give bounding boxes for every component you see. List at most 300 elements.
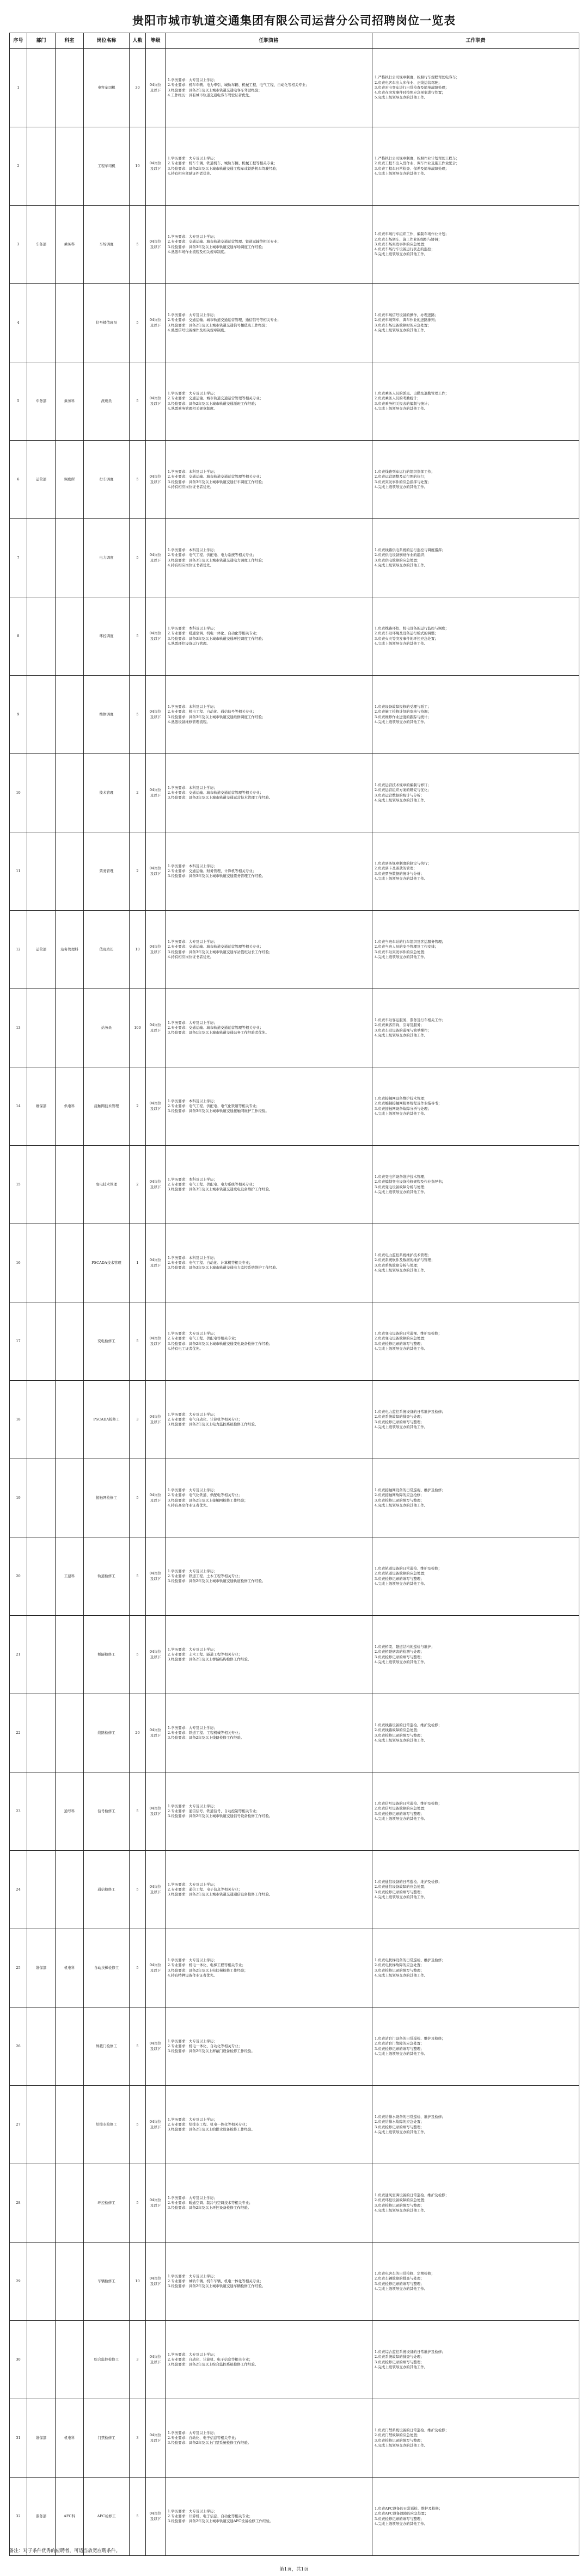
cell-section	[56, 2007, 84, 2086]
cell-index: 30	[10, 2321, 27, 2399]
cell-index: 3	[10, 206, 27, 284]
cell-department	[27, 2086, 56, 2164]
cell-headcount: 2	[130, 832, 146, 911]
cell-section: 工建科	[56, 1537, 84, 1616]
header-position: 岗位名称	[84, 33, 130, 49]
cell-index: 1	[10, 49, 27, 127]
cell-position: 维修调度	[84, 676, 130, 754]
cell-headcount: 2	[130, 1146, 146, 1224]
cell-section: AFC科	[56, 2478, 84, 2556]
cell-grade: 04岗位及以下	[146, 206, 166, 284]
cell-section	[56, 1694, 84, 1772]
cell-qualifications: 1.学历要求：本科及以上学历； 2.专业要求：交通运输、城市轨道交通运营管理等相关专业； 3.经验要求：具备3年及以上城市轨道交通运营技术管理工作经验。	[166, 754, 372, 832]
header-index: 序号	[10, 33, 27, 49]
cell-index: 32	[10, 2478, 27, 2556]
cell-grade: 04岗位及以下	[146, 441, 166, 519]
table-row	[10, 1146, 579, 1224]
table-row	[10, 2399, 579, 2478]
cell-position: PSCADA技术管理	[84, 1224, 130, 1302]
cell-position: 票务管理	[84, 832, 130, 911]
cell-section	[56, 1224, 84, 1302]
cell-index: 13	[10, 989, 27, 1067]
table-row	[10, 754, 579, 832]
cell-index: 16	[10, 1224, 27, 1302]
cell-section	[56, 2164, 84, 2243]
cell-qualifications: 1.学历要求：本科及以上学历； 2.专业要求：电气工程、供配电、电力系统等相关专业； 3.经验要求：具备3年及以上城市轨道交通变电设备维护工作经验。	[166, 1146, 372, 1224]
cell-department	[27, 1772, 56, 1851]
cell-section: 机电科	[56, 2399, 84, 2478]
cell-grade: 04岗位及以下	[146, 2164, 166, 2243]
cell-department	[27, 1851, 56, 1929]
cell-grade: 04岗位及以下	[146, 2243, 166, 2321]
table-header-row	[10, 33, 579, 49]
cell-department	[27, 1224, 56, 1302]
cell-duties: 1.负责门禁系统设备的日常巡检、维护及检修； 2.负责门禁故障的应急处置； 3.负责检修记录的填写与整理； 4.完成上级领导交办的其他工作。	[372, 2399, 579, 2478]
cell-section: 调度所	[56, 441, 84, 519]
cell-section	[56, 1302, 84, 1381]
cell-qualifications: 1.学历要求：大专及以上学历； 2.专业要求：电气自动化、计算机等相关专业； 3.经验要求：具备2年及以上电力监控系统检修工作经验。	[166, 1381, 372, 1459]
cell-position: AFC检修工	[84, 2478, 130, 2556]
cell-qualifications: 1.学历要求：本科及以上学历； 2.专业要求：暖通空调、机电一体化、自动化等相关专业； 3.经验要求：具备3年及以上城市轨道交通环控调度工作经验； 4.熟悉环控设备运行管理。	[166, 597, 372, 676]
cell-department	[27, 676, 56, 754]
header-grade: 等级	[146, 33, 166, 49]
cell-qualifications: 1.学历要求：大专及以上学历； 2.专业要求：铁道工程、土木工程等相关专业； 3.经验要求：具备2年及以上城市轨道交通轨道检修工作经验。	[166, 1537, 372, 1616]
cell-qualifications: 1.学历要求：本科及以上学历； 2.专业要求：电气工程、供配电、电力系统等相关专业； 3.经验要求：具备3年及以上城市轨道交通电力调度工作经验； 4.持有相应岗位证书者优先。	[166, 519, 372, 597]
cell-duties: 1.负责变电所设备维护技术管理； 2.负责编制变电设备检修规程及作业指导书； 3.负责变电设备故障分析与处理； 4.完成上级领导交办的其他工作。	[372, 1146, 579, 1224]
table-row	[10, 1929, 579, 2007]
cell-grade: 04岗位及以下	[146, 362, 166, 441]
cell-position: 电客车司机	[84, 49, 130, 127]
cell-index: 31	[10, 2399, 27, 2478]
cell-duties: 1.负责电力监控系统设备的日常维护及检修； 2.负责系统故障的排查与处理； 3.负责检修记录的填写与整理； 4.完成上级领导交办的其他工作。	[372, 1381, 579, 1459]
cell-qualifications: 1.学历要求：大专及以上学历； 2.专业要求：通信工程、电子信息等相关专业； 3.经验要求：具备2年及以上城市轨道交通通信设备检修工作经验。	[166, 1851, 372, 1929]
cell-index: 26	[10, 2007, 27, 2086]
cell-headcount: 3	[130, 2399, 146, 2478]
cell-section	[56, 1381, 84, 1459]
cell-index: 17	[10, 1302, 27, 1381]
cell-duties: 1.负责电客车的日常检修、定期检修； 2.负责车辆故障的排查与处理； 3.负责检修记录的填写与整理； 4.完成上级领导交办的其他工作。	[372, 2243, 579, 2321]
cell-position: 门禁检修工	[84, 2399, 130, 2478]
cell-section: 乘务科	[56, 362, 84, 441]
cell-grade: 04岗位及以下	[146, 1381, 166, 1459]
cell-duties: 1.负责线路列车运行的组织指挥工作； 2.负责运营调整及运行图的执行； 3.负责突发事件的应急指挥与处置； 4.完成上级领导交办的其他工作。	[372, 441, 579, 519]
cell-department	[27, 754, 56, 832]
cell-position: 技术管理	[84, 754, 130, 832]
cell-duties: 1.负责信号设备的日常巡检、维护及检修； 2.负责信号设备故障的应急处置； 3.负责检修记录的填写与整理； 4.完成上级领导交办的其他工作。	[372, 1772, 579, 1851]
table-row	[10, 1851, 579, 1929]
cell-duties: 1.负责桥梁、隧道结构的巡检与维护； 2.负责桥隧病害的检测与处理； 3.负责检修记录的填写与整理； 4.完成上级领导交办的其他工作。	[372, 1616, 579, 1694]
cell-index: 29	[10, 2243, 27, 2321]
cell-qualifications: 1.学历要求：大专及以上学历； 2.专业要求：交通运输、城市轨道交通运营管理等相关专业； 3.经验要求：具备1年及以上城市轨道交通站务工作经验者优先。	[166, 989, 372, 1067]
cell-duties: 1.负责票务规章制度的制定与执行； 2.负责票卡及票款的管理； 3.负责票务数据的统计与分析； 4.完成上级领导交办的其他工作。	[372, 832, 579, 911]
cell-grade: 04岗位及以下	[146, 597, 166, 676]
cell-department	[27, 597, 56, 676]
cell-position: 车场调度	[84, 206, 130, 284]
cell-position: 环控检修工	[84, 2164, 130, 2243]
cell-position: 电力调度	[84, 519, 130, 597]
cell-grade: 04岗位及以下	[146, 1302, 166, 1381]
cell-section: 机电科	[56, 1929, 84, 2007]
cell-grade: 04岗位及以下	[146, 49, 166, 127]
cell-grade: 04岗位及以下	[146, 1459, 166, 1537]
table-row	[10, 911, 579, 989]
cell-headcount: 5	[130, 519, 146, 597]
cell-headcount: 5	[130, 2007, 146, 2086]
cell-qualifications: 1.学历要求：大专及以上学历； 2.专业要求：自动化、计算机、电子信息等相关专业； 3.经验要求：具备2年及以上综合监控系统检修工作经验。	[166, 2321, 372, 2399]
table-body	[10, 49, 579, 2556]
table-row	[10, 206, 579, 284]
cell-qualifications: 1.学历要求：大专及以上学历； 2.专业要求：通信信号、铁道信号、自动控制等相关专业； 3.经验要求：具备2年及以上城市轨道交通信号设备检修工作经验。	[166, 1772, 372, 1851]
cell-grade: 04岗位及以下	[146, 519, 166, 597]
table-row	[10, 1772, 579, 1851]
cell-grade: 04岗位及以下	[146, 832, 166, 911]
cell-position: 接触网技术管理	[84, 1067, 130, 1146]
table-row	[10, 1459, 579, 1537]
cell-duties: 1.负责综合监控系统设备的日常维护及检修； 2.负责系统故障的排查与处理； 3.负责检修记录的填写与整理； 4.完成上级领导交办的其他工作。	[372, 2321, 579, 2399]
table-row	[10, 2007, 579, 2086]
cell-qualifications: 1.学历要求：大专及以上学历； 2.专业要求：自动化、电子信息等相关专业； 3.经验要求：具备2年及以上门禁系统检修工作经验。	[166, 2399, 372, 2478]
recruitment-table	[9, 33, 579, 2556]
table-row	[10, 1694, 579, 1772]
header-qualifications: 任职资格	[166, 33, 372, 49]
cell-qualifications: 1.学历要求：大专及以上学历； 2.专业要求：机电一体化、电梯工程等相关专业； 3.经验要求：具备2年及以上电扶梯检修工作经验； 4.持有特种设备作业证者优先。	[166, 1929, 372, 2007]
cell-headcount: 2	[130, 754, 146, 832]
cell-grade: 04岗位及以下	[146, 754, 166, 832]
cell-index: 6	[10, 441, 27, 519]
cell-grade: 04岗位及以下	[146, 2478, 166, 2556]
cell-index: 27	[10, 2086, 27, 2164]
cell-position: 接触网检修工	[84, 1459, 130, 1537]
cell-index: 15	[10, 1146, 27, 1224]
cell-headcount: 5	[130, 1772, 146, 1851]
cell-qualifications: 1.学历要求：大专及以上学历； 2.专业要求：交通运输、城市轨道交通运营管理等相关专业； 3.经验要求：具备3年及以上城市轨道交通车站值班站长工作经验； 4.持有相应岗位证书者优先。	[166, 911, 372, 989]
cell-duties: 1.负责车场行车组织工作，编制车场作业计划； 2.负责车场调车、施工作业的组织与协调； 3.负责车场突发事件的应急处置； 4.负责车场行车设备运行状态的监控； 5.完成上级领导交办的其他工作。	[372, 206, 579, 284]
cell-qualifications: 1.学历要求：本科及以上学历； 2.专业要求：电气工程、供配电、电气化铁道等相关专业； 3.经验要求：具备3年及以上城市轨道交通接触网维护工作经验。	[166, 1067, 372, 1146]
cell-duties: 1.负责轨道设备的日常巡检、维护及检修； 2.负责轨道设备故障的应急处置； 3.负责检修记录的填写与整理； 4.完成上级领导交办的其他工作。	[372, 1537, 579, 1616]
cell-grade: 04岗位及以下	[146, 2399, 166, 2478]
cell-qualifications: 1.学历要求：大专及以上学历； 2.专业要求：机电一体化、自动化等相关专业； 3.经验要求：具备2年及以上屏蔽门设备检修工作经验。	[166, 2007, 372, 2086]
cell-department	[27, 832, 56, 911]
cell-grade: 04岗位及以下	[146, 1772, 166, 1851]
cell-grade: 04岗位及以下	[146, 2321, 166, 2399]
table-row	[10, 597, 579, 676]
cell-department	[27, 989, 56, 1067]
cell-headcount: 10	[130, 2243, 146, 2321]
cell-grade: 04岗位及以下	[146, 1694, 166, 1772]
cell-grade: 04岗位及以下	[146, 676, 166, 754]
cell-qualifications: 1.学历要求：大专及以上学历； 2.专业要求：城轨车辆、机车车辆、机电一体化等相关专业； 3.经验要求：具备2年及以上城市轨道交通车辆检修工作经验。	[166, 2243, 372, 2321]
cell-grade: 04岗位及以下	[146, 1537, 166, 1616]
cell-headcount: 5	[130, 2164, 146, 2243]
table-row	[10, 1224, 579, 1302]
header-department: 部门	[27, 33, 56, 49]
cell-section: 供电科	[56, 1067, 84, 1146]
cell-section	[56, 1616, 84, 1694]
cell-section	[56, 597, 84, 676]
cell-department: 运营部	[27, 911, 56, 989]
cell-headcount: 5	[130, 1302, 146, 1381]
header-headcount: 人数	[130, 33, 146, 49]
cell-qualifications: 1.学历要求：本科及以上学历； 2.专业要求：电气工程、自动化、计算机等相关专业； 3.经验要求：具备3年及以上城市轨道交通电力监控系统维护工作经验。	[166, 1224, 372, 1302]
cell-grade: 04岗位及以下	[146, 989, 166, 1067]
table-row	[10, 676, 579, 754]
cell-duties: 1.严格执行公司规章制度，按照作业计划驾驶工程车； 2.负责工程车出入段作业、调车作业及施工作业配合； 3.负责工程车日常检查、保养及简单故障处理； 4.完成上级领导交办的其他工作。	[372, 127, 579, 206]
cell-section	[56, 676, 84, 754]
cell-department	[27, 519, 56, 597]
cell-index: 22	[10, 1694, 27, 1772]
cell-headcount: 5	[130, 1616, 146, 1694]
cell-position: 屏蔽门检修工	[84, 2007, 130, 2086]
cell-qualifications: 1.学历要求：大专及以上学历； 2.专业要求：交通运输、城市轨道交通运营管理、通信信号等相关专业； 3.经验要求：具备2年及以上城市轨道交通信号楼值班工作经验； 4.熟悉信号设备操作及相关规章制度。	[166, 284, 372, 362]
cell-position: 行车调度	[84, 441, 130, 519]
cell-grade: 04岗位及以下	[146, 1851, 166, 1929]
cell-department	[27, 284, 56, 362]
cell-department	[27, 1459, 56, 1537]
cell-grade: 04岗位及以下	[146, 1146, 166, 1224]
cell-grade: 04岗位及以下	[146, 1224, 166, 1302]
cell-department: 车务部	[27, 206, 56, 284]
table-row	[10, 2478, 579, 2556]
cell-headcount: 10	[130, 127, 146, 206]
footnote: 备注：对于条件优秀的应聘者，可适当放宽应聘条件。	[9, 2548, 121, 2554]
cell-qualifications: 1.学历要求：大专及以上学历； 2.专业要求：土木工程、隧道工程等相关专业； 3.经验要求：具备2年及以上桥隧结构检修工作经验。	[166, 1616, 372, 1694]
cell-position: 信号楼值班员	[84, 284, 130, 362]
cell-department	[27, 49, 56, 127]
cell-section: 乘务科	[56, 206, 84, 284]
cell-index: 8	[10, 597, 27, 676]
cell-duties: 1.负责当班车站的行车组织及客运服务管理； 2.负责当班人员的安全管理及工作安排； 3.负责车站突发事件的应急处置； 4.完成上级领导交办的其他工作。	[372, 911, 579, 989]
cell-position: 桥隧检修工	[84, 1616, 130, 1694]
cell-qualifications: 1.学历要求：大专及以上学历； 2.专业要求：电气化铁道、供配电等相关专业； 3.经验要求：具备2年及以上接触网检修工作经验； 4.持有高空作业证者优先。	[166, 1459, 372, 1537]
cell-duties: 1.负责站台门设备的日常巡检、维护及检修； 2.负责站台门故障的应急处置； 3.负责检修记录的填写与整理； 4.完成上级领导交办的其他工作。	[372, 2007, 579, 2086]
cell-department	[27, 1302, 56, 1381]
cell-department: 维保部	[27, 1067, 56, 1146]
cell-section	[56, 519, 84, 597]
cell-section	[56, 1146, 84, 1224]
cell-qualifications: 1.学历要求：大专及以上学历； 2.专业要求：铁道工程、工程机械等相关专业； 3.经验要求：具备2年及以上线路检修工作经验。	[166, 1694, 372, 1772]
cell-qualifications: 1.学历要求：大专及以上学历； 2.专业要求：电气工程、供配电等相关专业； 3.经验要求：具备2年及以上城市轨道交通变电设备检修工作经验； 4.持有电工证者优先。	[166, 1302, 372, 1381]
table-row	[10, 362, 579, 441]
cell-qualifications: 1.学历要求：大专及以上学历； 2.专业要求：给排水工程、机电一体化等相关专业； 3.经验要求：具备2年及以上给排水设备检修工作经验。	[166, 2086, 372, 2164]
table-row	[10, 284, 579, 362]
cell-headcount: 5	[130, 1851, 146, 1929]
cell-index: 11	[10, 832, 27, 911]
cell-department	[27, 1537, 56, 1616]
cell-qualifications: 1.学历要求：本科及以上学历； 2.专业要求：交通运输、城市轨道交通运营管理等相关专业； 3.经验要求：具备3年及以上城市轨道交通行车调度工作经验； 4.持有相应岗位证书者优先。	[166, 441, 372, 519]
cell-position: 车辆检修工	[84, 2243, 130, 2321]
cell-headcount: 5	[130, 206, 146, 284]
cell-headcount: 5	[130, 1459, 146, 1537]
cell-qualifications: 1.学历要求：本科及以上学历； 2.专业要求：机电工程、自动化、通信信号等相关专业； 3.经验要求：具备3年及以上城市轨道交通维修调度工作经验； 4.熟悉设备维修管理流程。	[166, 676, 372, 754]
cell-department: 车务部	[27, 362, 56, 441]
cell-position: 站务员	[84, 989, 130, 1067]
header-duties: 工作职责	[372, 33, 579, 49]
cell-position: 综合监控检修工	[84, 2321, 130, 2399]
cell-index: 20	[10, 1537, 27, 1616]
cell-position: 环控调度	[84, 597, 130, 676]
cell-qualifications: 1.学历要求：大专及以上学历； 2.专业要求：交通运输、城市轨道交通运营管理等相关专业； 3.经验要求：具备2年及以上城市轨道交通派班工作经验； 4.熟悉乘务管理相关规章制度。	[166, 362, 372, 441]
header-section: 科室	[56, 33, 84, 49]
cell-department	[27, 2243, 56, 2321]
cell-section	[56, 49, 84, 127]
cell-section: 通号科	[56, 1772, 84, 1851]
cell-index: 23	[10, 1772, 27, 1851]
cell-headcount: 100	[130, 989, 146, 1067]
cell-duties: 1.负责变电设备的日常巡视、维护及检修； 2.负责变电设备故障的应急处置； 3.负责检修记录的填写与整理； 4.完成上级领导交办的其他工作。	[372, 1302, 579, 1381]
cell-qualifications: 1.学历要求：本科及以上学历； 2.专业要求：交通运输、财务管理、计算机等相关专业； 3.经验要求：具备3年及以上城市轨道交通票务管理工作经验。	[166, 832, 372, 911]
cell-index: 28	[10, 2164, 27, 2243]
cell-grade: 04岗位及以下	[146, 1929, 166, 2007]
table-row	[10, 127, 579, 206]
cell-duties: 1.负责电扶梯设备的日常巡检、维护及检修； 2.负责电扶梯故障的应急处置； 3.负责检修记录的填写与整理； 4.完成上级领导交办的其他工作。	[372, 1929, 579, 2007]
cell-duties: 1.负责接触网设备的日常巡视、维护及检修； 2.负责接触网故障的应急抢修； 3.负责检修记录的填写与整理； 4.完成上级领导交办的其他工作。	[372, 1459, 579, 1537]
table-row	[10, 1302, 579, 1381]
cell-duties: 1.负责运营技术规章的编制与修订； 2.负责运营组织方案的研究与优化； 3.负责运营数据的统计与分析； 4.完成上级领导交办的其他工作。	[372, 754, 579, 832]
cell-position: 线路检修工	[84, 1694, 130, 1772]
cell-section	[56, 2321, 84, 2399]
cell-headcount: 3	[130, 2321, 146, 2399]
cell-position: 信号检修工	[84, 1772, 130, 1851]
cell-duties: 1.负责AFC设备的日常巡检、维护及检修； 2.负责AFC设备故障的应急处置； 3.负责检修记录的填写与整理； 4.完成上级领导交办的其他工作。	[372, 2478, 579, 2556]
table-row	[10, 2086, 579, 2164]
cell-department	[27, 127, 56, 206]
cell-section	[56, 127, 84, 206]
cell-department	[27, 2007, 56, 2086]
cell-section	[56, 832, 84, 911]
table-row	[10, 1381, 579, 1459]
cell-headcount: 2	[130, 1067, 146, 1146]
cell-position: 变电检修工	[84, 1302, 130, 1381]
table-row	[10, 1537, 579, 1616]
table-row	[10, 1067, 579, 1146]
page-number: 第1页，共1页	[279, 2567, 309, 2572]
cell-department: 维保部	[27, 2399, 56, 2478]
cell-department: 维保部	[27, 1929, 56, 2007]
cell-duties: 1.负责车站客运服务、票务及行车相关工作； 2.负责乘客咨询、引导及服务； 3.负责车站设备的巡视与简单操作； 4.完成上级领导交办的其他工作。	[372, 989, 579, 1067]
cell-headcount: 20	[130, 1694, 146, 1772]
cell-headcount: 5	[130, 1929, 146, 2007]
cell-headcount: 5	[130, 597, 146, 676]
table-row	[10, 49, 579, 127]
cell-index: 2	[10, 127, 27, 206]
cell-section	[56, 1459, 84, 1537]
cell-index: 4	[10, 284, 27, 362]
table-row	[10, 441, 579, 519]
cell-qualifications: 1.学历要求：大专及以上学历； 2.专业要求：交通运输、城市轨道交通运营管理、铁道运输等相关专业； 3.经验要求：具备3年及以上城市轨道交通车场调度工作经验； 4.熟悉车场作业流程及相关规章制度。	[166, 206, 372, 284]
cell-department: 运营部	[27, 441, 56, 519]
cell-duties: 1.负责设备故障报修的受理与派工； 2.负责施工检修计划的审核与协调； 3.负责维修作业进度的跟踪与统计； 4.完成上级领导交办的其他工作。	[372, 676, 579, 754]
page-title: 贵阳市城市轨道交通集团有限公司运营分公司招聘岗位一览表	[132, 14, 456, 27]
cell-section	[56, 284, 84, 362]
cell-position: 轨道检修工	[84, 1537, 130, 1616]
cell-position: 派班员	[84, 362, 130, 441]
cell-index: 7	[10, 519, 27, 597]
cell-position: 变电技术管理	[84, 1146, 130, 1224]
cell-section	[56, 754, 84, 832]
cell-grade: 04岗位及以下	[146, 127, 166, 206]
cell-grade: 04岗位及以下	[146, 2086, 166, 2164]
cell-index: 9	[10, 676, 27, 754]
cell-grade: 04岗位及以下	[146, 284, 166, 362]
cell-position: 自动扶梯检修工	[84, 1929, 130, 2007]
cell-department	[27, 1146, 56, 1224]
cell-section: 站务管理科	[56, 911, 84, 989]
cell-headcount: 3	[130, 1381, 146, 1459]
table-row	[10, 989, 579, 1067]
cell-position: 工程车司机	[84, 127, 130, 206]
cell-index: 18	[10, 1381, 27, 1459]
cell-duties: 1.负责给排水设备的日常巡检、维护及检修； 2.负责给排水故障的应急处置； 3.负责检修记录的填写与整理； 4.完成上级领导交办的其他工作。	[372, 2086, 579, 2164]
cell-duties: 1.负责乘务人员的派班、出勤及退勤管理工作； 2.负责乘务人员的考勤统计； 3.负责乘务相关报表的编制与统计； 4.完成上级领导交办的其他工作。	[372, 362, 579, 441]
cell-index: 10	[10, 754, 27, 832]
cell-duties: 1.负责通信设备的日常巡检、维护及检修； 2.负责通信设备故障的应急处置； 3.负责检修记录的填写与整理； 4.完成上级领导交办的其他工作。	[372, 1851, 579, 1929]
cell-department	[27, 1694, 56, 1772]
table-row	[10, 2243, 579, 2321]
cell-duties: 1.负责电力监控系统维护技术管理； 2.负责系统软件及数据的维护与管理； 3.负责系统故障分析与处理； 4.完成上级领导交办的其他工作。	[372, 1224, 579, 1302]
cell-section	[56, 989, 84, 1067]
cell-department: 票务部	[27, 2478, 56, 2556]
cell-headcount: 5	[130, 1537, 146, 1616]
table-row	[10, 2164, 579, 2243]
cell-position: 通信检修工	[84, 1851, 130, 1929]
cell-index: 12	[10, 911, 27, 989]
cell-qualifications: 1.学历要求：大专及以上学历； 2.专业要求：机车车辆、铁道机车、城轨车辆、机械工程等相关专业； 3.经验要求：具备2年及以上城市轨道交通工程车或铁路机车驾驶经验； 4.持有相应驾驶证件者优先。	[166, 127, 372, 206]
cell-duties: 1.负责线路环控、机电设备的运行监控与调度； 2.负责车站环境及设备运行模式的调整； 3.负责火灾等突发事件的环控应急处置； 4.完成上级领导交办的其他工作。	[372, 597, 579, 676]
cell-headcount: 5	[130, 362, 146, 441]
cell-grade: 04岗位及以下	[146, 1067, 166, 1146]
cell-section	[56, 1851, 84, 1929]
cell-grade: 04岗位及以下	[146, 1616, 166, 1694]
table-row	[10, 832, 579, 911]
cell-index: 19	[10, 1459, 27, 1537]
cell-index: 5	[10, 362, 27, 441]
cell-qualifications: 1.学历要求：大专及以上学历； 2.专业要求：计算机、电子信息、自动化等相关专业； 3.经验要求：具备2年及以上城市轨道交通AFC设备检修工作经验。	[166, 2478, 372, 2556]
cell-department	[27, 2321, 56, 2399]
cell-headcount: 5	[130, 676, 146, 754]
cell-headcount: 10	[130, 911, 146, 989]
cell-section	[56, 2243, 84, 2321]
table-row	[10, 2321, 579, 2399]
cell-duties: 1.负责线路供电系统的运行监控与调度指挥； 2.负责供电设备倒闸作业的组织； 3.负责供电故障的应急处置； 4.完成上级领导交办的其他工作。	[372, 519, 579, 597]
cell-position: 给排水检修工	[84, 2086, 130, 2164]
cell-index: 24	[10, 1851, 27, 1929]
cell-index: 21	[10, 1616, 27, 1694]
cell-qualifications: 1.学历要求：大专及以上学历； 2.专业要求：机车车辆、电力牵引、城轨车辆、机械工程、电气工程、自动化等相关专业； 3.经验要求：具备2年及以上城市轨道交通电客车驾驶经验； 4.工作经历：具有城市轨道交通电客车驾驶证者优先。	[166, 49, 372, 127]
cell-headcount: 1	[130, 1224, 146, 1302]
cell-department	[27, 2164, 56, 2243]
cell-index: 14	[10, 1067, 27, 1146]
cell-grade: 04岗位及以下	[146, 2007, 166, 2086]
cell-index: 25	[10, 1929, 27, 2007]
table-row	[10, 1616, 579, 1694]
cell-grade: 04岗位及以下	[146, 911, 166, 989]
cell-department	[27, 1381, 56, 1459]
cell-headcount: 5	[130, 2086, 146, 2164]
cell-headcount: 5	[130, 441, 146, 519]
table-row	[10, 519, 579, 597]
cell-headcount: 5	[130, 2478, 146, 2556]
cell-qualifications: 1.学历要求：大专及以上学历； 2.专业要求：暖通空调、制冷与空调技术等相关专业； 3.经验要求：具备2年及以上环控设备检修工作经验。	[166, 2164, 372, 2243]
cell-duties: 1.严格执行公司规章制度，按照行车规程驾驶电客车； 2.负责电客车出入库作业、正线运营驾驶； 3.负责对电客车进行日常检查及简单故障处理； 4.负责在突发事件时按照应急预案进行处置； 5.完成上级领导交办的其他工作。	[372, 49, 579, 127]
cell-headcount: 30	[130, 49, 146, 127]
cell-headcount: 5	[130, 284, 146, 362]
cell-duties: 1.负责接触网设备维护技术管理； 2.负责编制接触网检修规程及作业指导书； 3.负责接触网设备故障分析与处理； 4.完成上级领导交办的其他工作。	[372, 1067, 579, 1146]
cell-duties: 1.负责通风空调设备的日常巡检、维护及检修； 2.负责环控设备故障的应急处置； 3.负责检修记录的填写与整理； 4.完成上级领导交办的其他工作。	[372, 2164, 579, 2243]
cell-duties: 1.负责线路设备的日常巡检、维护及检修； 2.负责线路故障的应急处置； 3.负责检修记录的填写与整理； 4.完成上级领导交办的其他工作。	[372, 1694, 579, 1772]
cell-section	[56, 2086, 84, 2164]
cell-position: 值班站长	[84, 911, 130, 989]
cell-position: PSCADA检修工	[84, 1381, 130, 1459]
